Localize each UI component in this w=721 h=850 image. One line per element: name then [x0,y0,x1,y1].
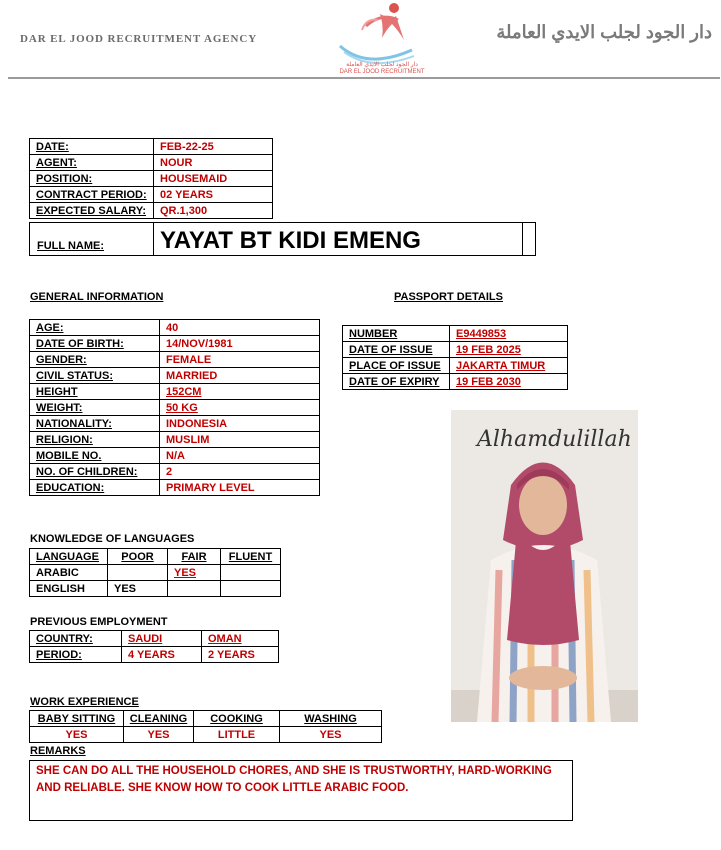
full-name-value: YAYAT BT KIDI EMENG [160,227,421,254]
table-row [30,549,281,565]
cleaning-value: YES [124,727,194,743]
agent-label: AGENT: [30,155,154,171]
table-row [30,171,273,187]
contract-period-value: 02 YEARS [154,187,273,203]
employment-table [29,630,279,663]
general-info-title: GENERAL INFORMATION [30,291,164,303]
washing-value: YES [280,727,382,743]
expiry-date-label: DATE OF EXPIRY [343,374,450,390]
remarks-text: SHE CAN DO ALL THE HOUSEHOLD CHORES, AND SHE IS TRUSTWORTHY, HARD-WORKING AND RELIABLE. SHE KNOW HOW TO COOK LITTLE ARABIC FOOD. [36,765,552,794]
table-row [30,711,382,727]
work-experience-title: WORK EXPERIENCE [30,696,139,708]
full-name-divider [153,222,154,256]
date-value: FEB-22-25 [154,139,273,155]
education-label: EDUCATION: [30,480,160,496]
table-row [30,480,320,496]
washing-header: WASHING [280,711,382,727]
passport-table [342,325,568,390]
table-row [30,581,281,597]
table-row [30,631,279,647]
expected-salary-label: EXPECTED SALARY: [30,203,154,219]
weight-value: 50 KG [160,400,320,416]
issue-date-label: DATE OF ISSUE [343,342,450,358]
table-row [30,139,273,155]
logo-caption-ar: دار الجود لجلب الايدي العاملة [346,62,418,68]
table-row [30,352,320,368]
full-name-divider-right [522,222,523,256]
table-row [30,464,320,480]
gender-label: GENDER: [30,352,160,368]
table-row [30,384,320,400]
arabic-poor [108,565,168,581]
education-value: PRIMARY LEVEL [160,480,320,496]
table-row [343,358,568,374]
table-row [343,342,568,358]
mobile-label: MOBILE NO. [30,448,160,464]
table-row [30,320,320,336]
cooking-header: COOKING [194,711,280,727]
full-name-label: FULL NAME: [37,240,105,252]
baby-sitting-value: YES [30,727,124,743]
fluent-header: FLUENT [221,549,281,565]
fair-header: FAIR [168,549,221,565]
position-value: HOUSEMAID [154,171,273,187]
date-label: DATE: [30,139,154,155]
agency-name-ar: دار الجود لجلب الايدي العاملة [496,22,712,42]
age-label: AGE: [30,320,160,336]
baby-sitting-header: BABY SITTING [30,711,124,727]
english-fair [168,581,221,597]
dob-label: DATE OF BIRTH: [30,336,160,352]
gender-value: FEMALE [160,352,320,368]
issue-date-value: 19 FEB 2025 [450,342,568,358]
cooking-value: LITTLE [194,727,280,743]
expiry-date-value: 19 FEB 2030 [450,374,568,390]
photo-caption: Alhamdulillah [477,427,632,452]
employment-title: PREVIOUS EMPLOYMENT [30,616,168,628]
religion-value: MUSLIM [160,432,320,448]
passport-number-value: E9449853 [450,326,568,342]
issue-place-label: PLACE OF ISSUE [343,358,450,374]
nationality-label: NATIONALITY: [30,416,160,432]
mobile-value: N/A [160,448,320,464]
candidate-photo [451,410,638,722]
age-value: 40 [160,320,320,336]
height-label: HEIGHT [30,384,160,400]
country-1: SAUDI [122,631,202,647]
table-row [343,374,568,390]
weight-label: WEIGHT: [30,400,160,416]
language-header: LANGUAGE [30,549,108,565]
remarks-title: REMARKS [30,745,86,757]
table-row [343,326,568,342]
logo-caption [322,62,442,76]
header-divider [8,77,720,79]
issue-place-value: JAKARTA TIMUR [450,358,568,374]
poor-header: POOR [108,549,168,565]
height-value: 152CM [160,384,320,400]
table-row [30,432,320,448]
languages-title: KNOWLEDGE OF LANGUAGES [30,533,195,545]
civil-status-value: MARRIED [160,368,320,384]
work-experience-table [29,710,382,743]
period-1: 4 YEARS [122,647,202,663]
languages-table [29,548,281,597]
table-row [30,727,382,743]
period-label: PERIOD: [30,647,122,663]
country-2: OMAN [202,631,279,647]
dob-value: 14/NOV/1981 [160,336,320,352]
table-row [30,448,320,464]
table-row [30,336,320,352]
passport-title: PASSPORT DETAILS [394,291,503,303]
contract-period-label: CONTRACT PERIOD: [30,187,154,203]
table-row [30,565,281,581]
table-row [30,203,273,219]
children-value: 2 [160,464,320,480]
table-row [30,416,320,432]
general-info-table [29,319,320,496]
passport-number-label: NUMBER [343,326,450,342]
table-row [30,155,273,171]
table-row [30,368,320,384]
agent-value: NOUR [154,155,273,171]
period-2: 2 YEARS [202,647,279,663]
top-info-table [29,138,273,219]
civil-status-label: CIVIL STATUS: [30,368,160,384]
arabic-fluent [221,565,281,581]
religion-label: RELIGION: [30,432,160,448]
position-label: POSITION: [30,171,154,187]
table-row [30,400,320,416]
nationality-value: INDONESIA [160,416,320,432]
table-row [30,647,279,663]
arabic-fair: YES [168,565,221,581]
english-fluent [221,581,281,597]
language-english: ENGLISH [30,581,108,597]
cleaning-header: CLEANING [124,711,194,727]
agency-name-en: DAR EL JOOD RECRUITMENT AGENCY [20,33,258,45]
english-poor: YES [108,581,168,597]
expected-salary-value: QR.1,300 [154,203,273,219]
logo-caption-en: DAR EL JOOD RECRUITMENT [339,69,425,75]
language-arabic: ARABIC [30,565,108,581]
children-label: NO. OF CHILDREN: [30,464,160,480]
country-label: COUNTRY: [30,631,122,647]
table-row [30,187,273,203]
